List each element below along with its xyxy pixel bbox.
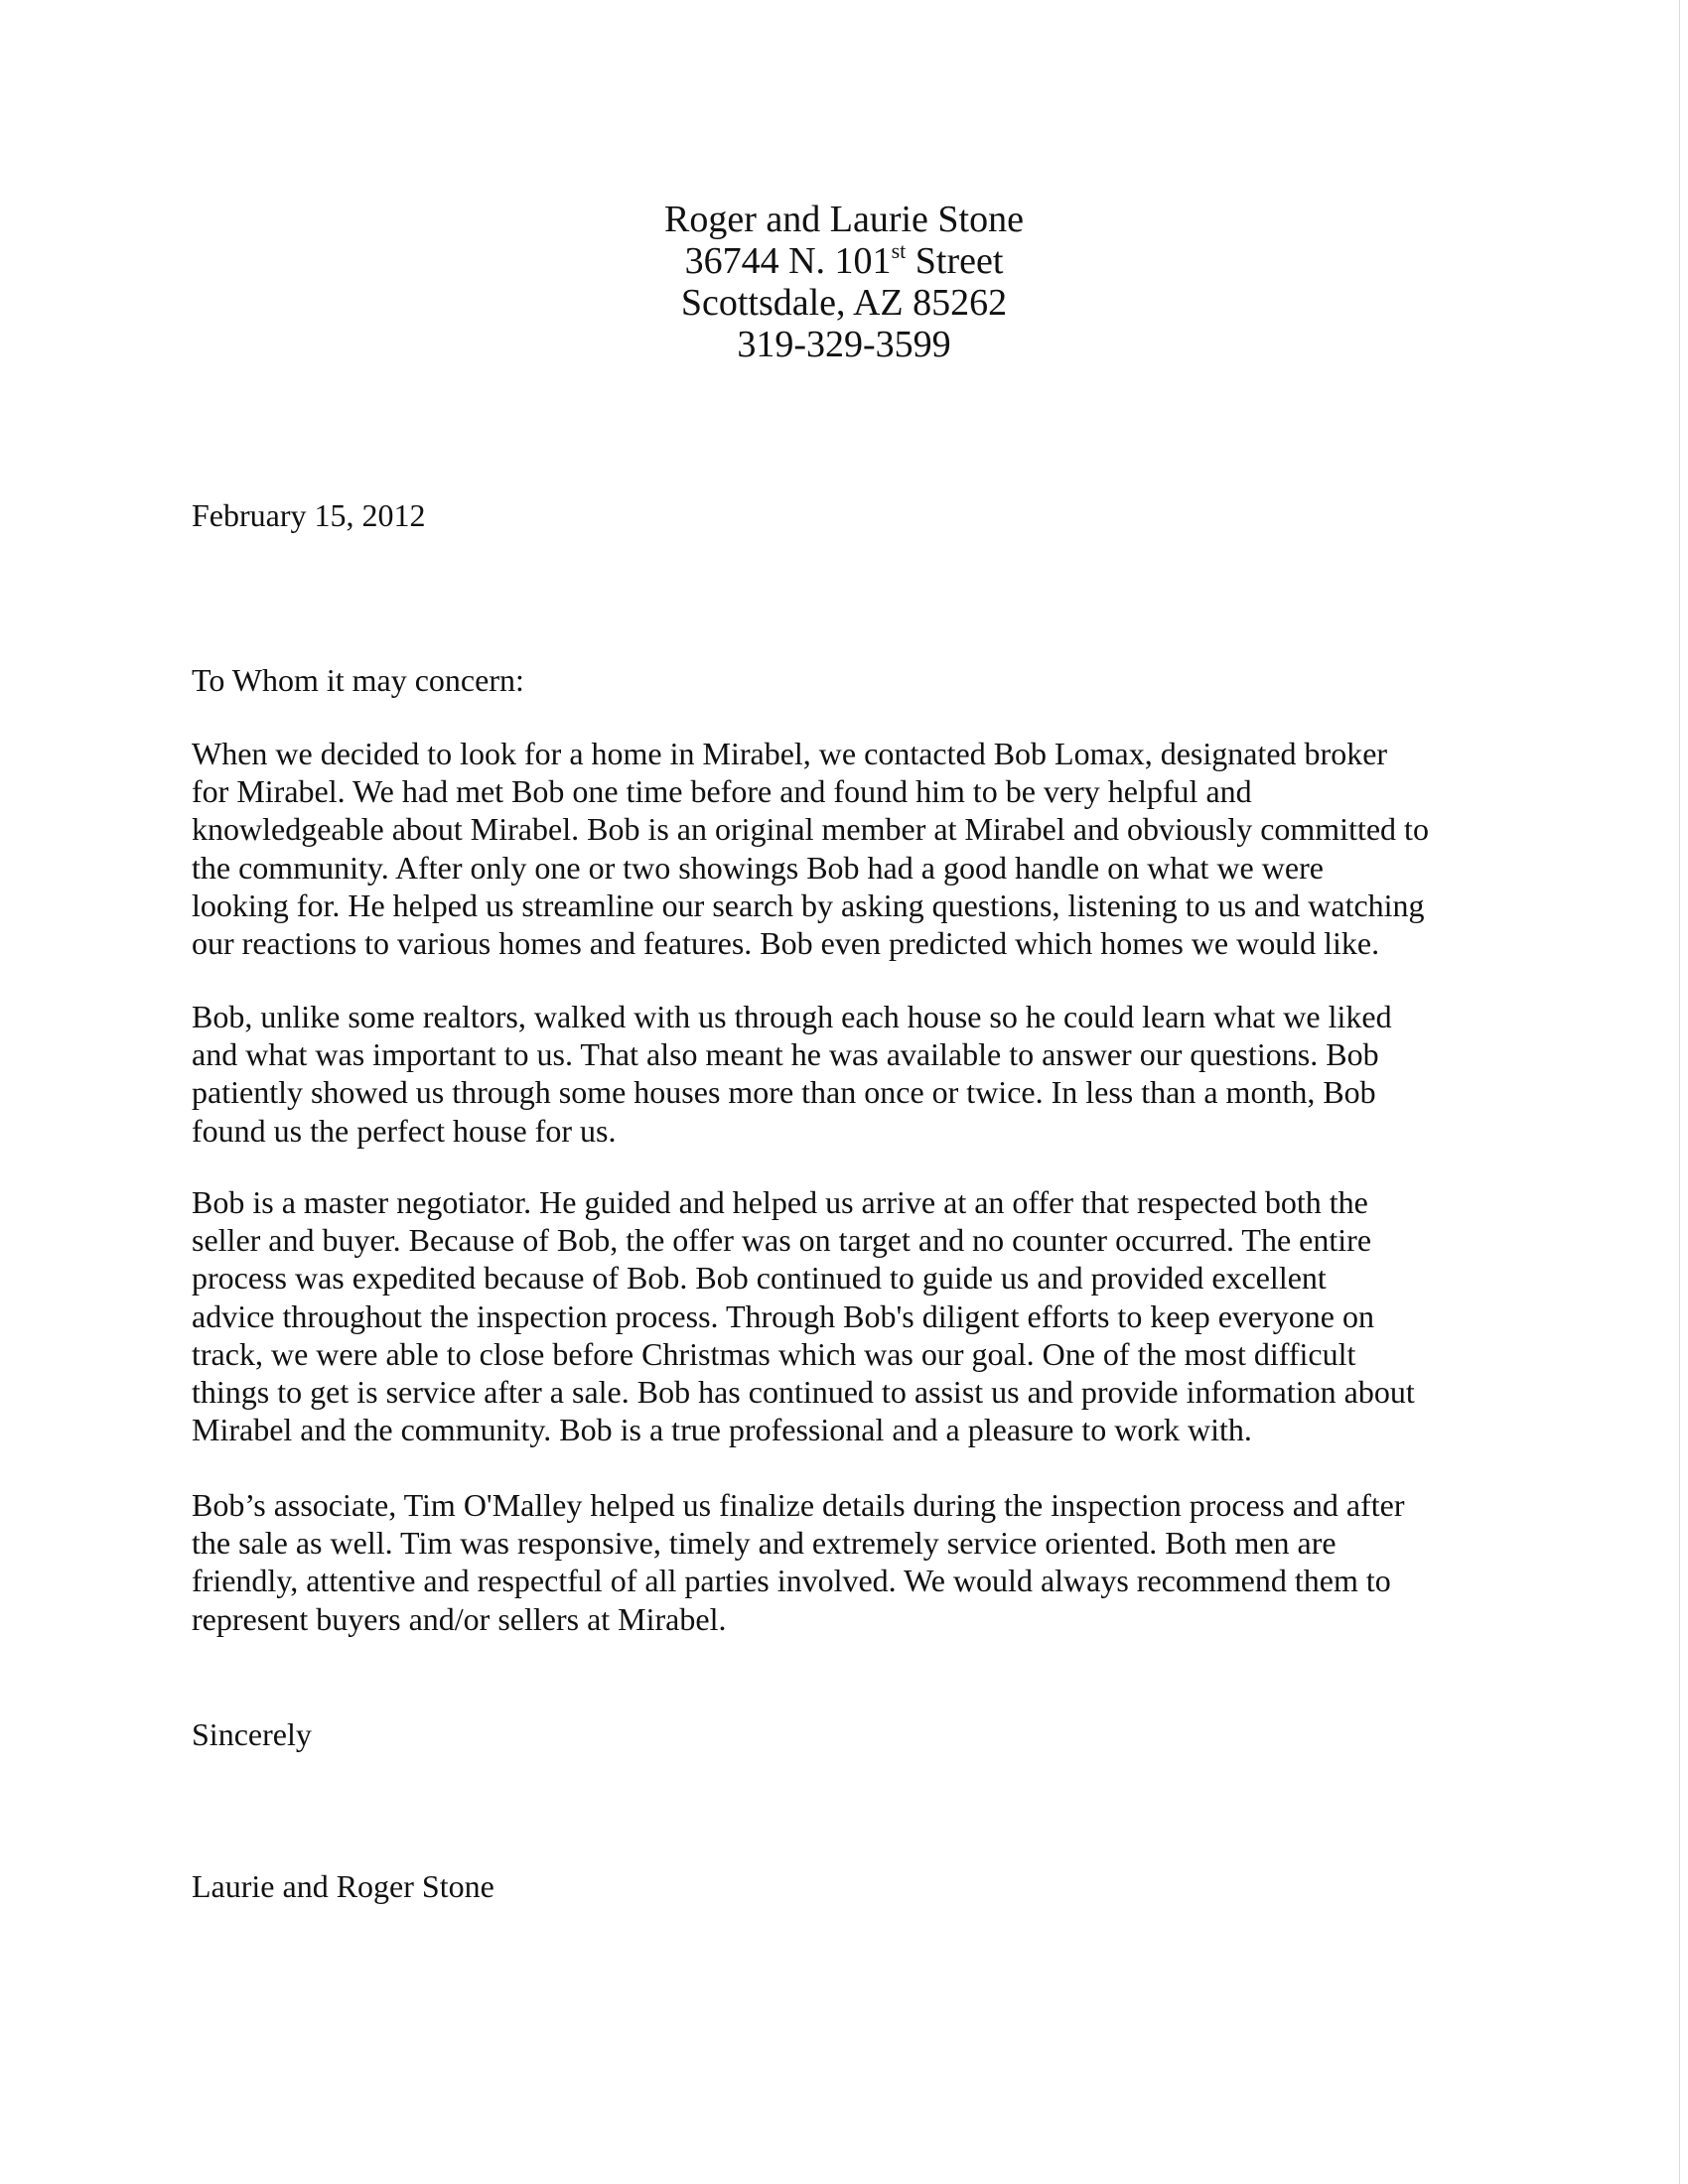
signature-names: Laurie and Roger Stone [192,1868,494,1904]
paragraph-line: the sale as well. Tim was responsive, timely and extremely service oriented. Both men are [192,1525,1336,1562]
street-name: Street [914,240,1004,282]
paragraph-line: seller and buyer. Because of Bob, the offer was on target and no counter occurred. The entire [192,1222,1372,1259]
paragraph-line: knowledgeable about Mirabel. Bob is an original member at Mirabel and obviously committed to [192,811,1429,848]
letterhead-names: Roger and Laurie Stone [664,199,1024,240]
body-paragraph-1 [192,735,1429,962]
paragraph-line: for Mirabel. We had met Bob one time before and found him to be very helpful and [192,773,1252,810]
paragraph-line: advice throughout the inspection process. Through Bob's diligent efforts to keep everyone on [192,1297,1374,1334]
paragraph-line: the community. After only one or two showings Bob had a good handle on what we were [192,849,1324,886]
paragraph-line: our reactions to various homes and features. Bob even predicted which homes we would like. [192,925,1380,962]
paragraph-line: Mirabel and the community. Bob is a true professional and a pleasure to work with. [192,1412,1252,1448]
letterhead-street [447,240,1241,282]
paragraph-line: looking for. He helped us streamline our search by asking questions, listening to us and watching [192,887,1425,923]
street-ordinal-suffix: st [891,238,907,263]
body-paragraph-2 [192,998,1392,1150]
letter-date: February 15, 2012 [192,497,426,533]
paragraph-line: things to get is service after a sale. Bob has continued to assist us and provide information about [192,1374,1415,1411]
street-number: 36744 N. 101 [684,240,892,282]
salutation: To Whom it may concern: [192,662,524,698]
paragraph-line: track, we were able to close before Christmas which was our goal. One of the most difficult [192,1335,1356,1372]
letterhead-city: Scottsdale, AZ 85262 [680,282,1008,324]
letterhead-phone: 319-329-3599 [737,324,951,365]
paragraph-line: found us the perfect house for us. [192,1112,617,1149]
paragraph-line: Bob’s associate, Tim O'Malley helped us finalize details during the inspection process and after [192,1487,1405,1523]
paragraph-line: process was expedited because of Bob. Bob continued to guide us and provided excellent [192,1260,1327,1297]
body-paragraph-4 [192,1486,1405,1638]
letterhead [447,199,1241,365]
paragraph-line: represent buyers and/or sellers at Mirabel. [192,1600,727,1637]
closing: Sincerely [192,1716,312,1752]
page-edge-line [1679,0,1680,2184]
paragraph-line: patiently showed us through some houses more than once or twice. In less than a month, Bob [192,1074,1376,1111]
paragraph-line: Bob, unlike some realtors, walked with us through each house so he could learn what we liked [192,999,1392,1034]
paragraph-line: and what was important to us. That also meant he was available to answer our questions. Bob [192,1036,1379,1073]
body-paragraph-3 [192,1183,1415,1448]
paragraph-line: Bob is a master negotiator. He guided and helped us arrive at an offer that respected both the [192,1184,1368,1220]
paragraph-line: friendly, attentive and respectful of all parties involved. We would always recommend them to [192,1563,1391,1599]
paragraph-line: When we decided to look for a home in Mirabel, we contacted Bob Lomax, designated broker [192,736,1388,771]
